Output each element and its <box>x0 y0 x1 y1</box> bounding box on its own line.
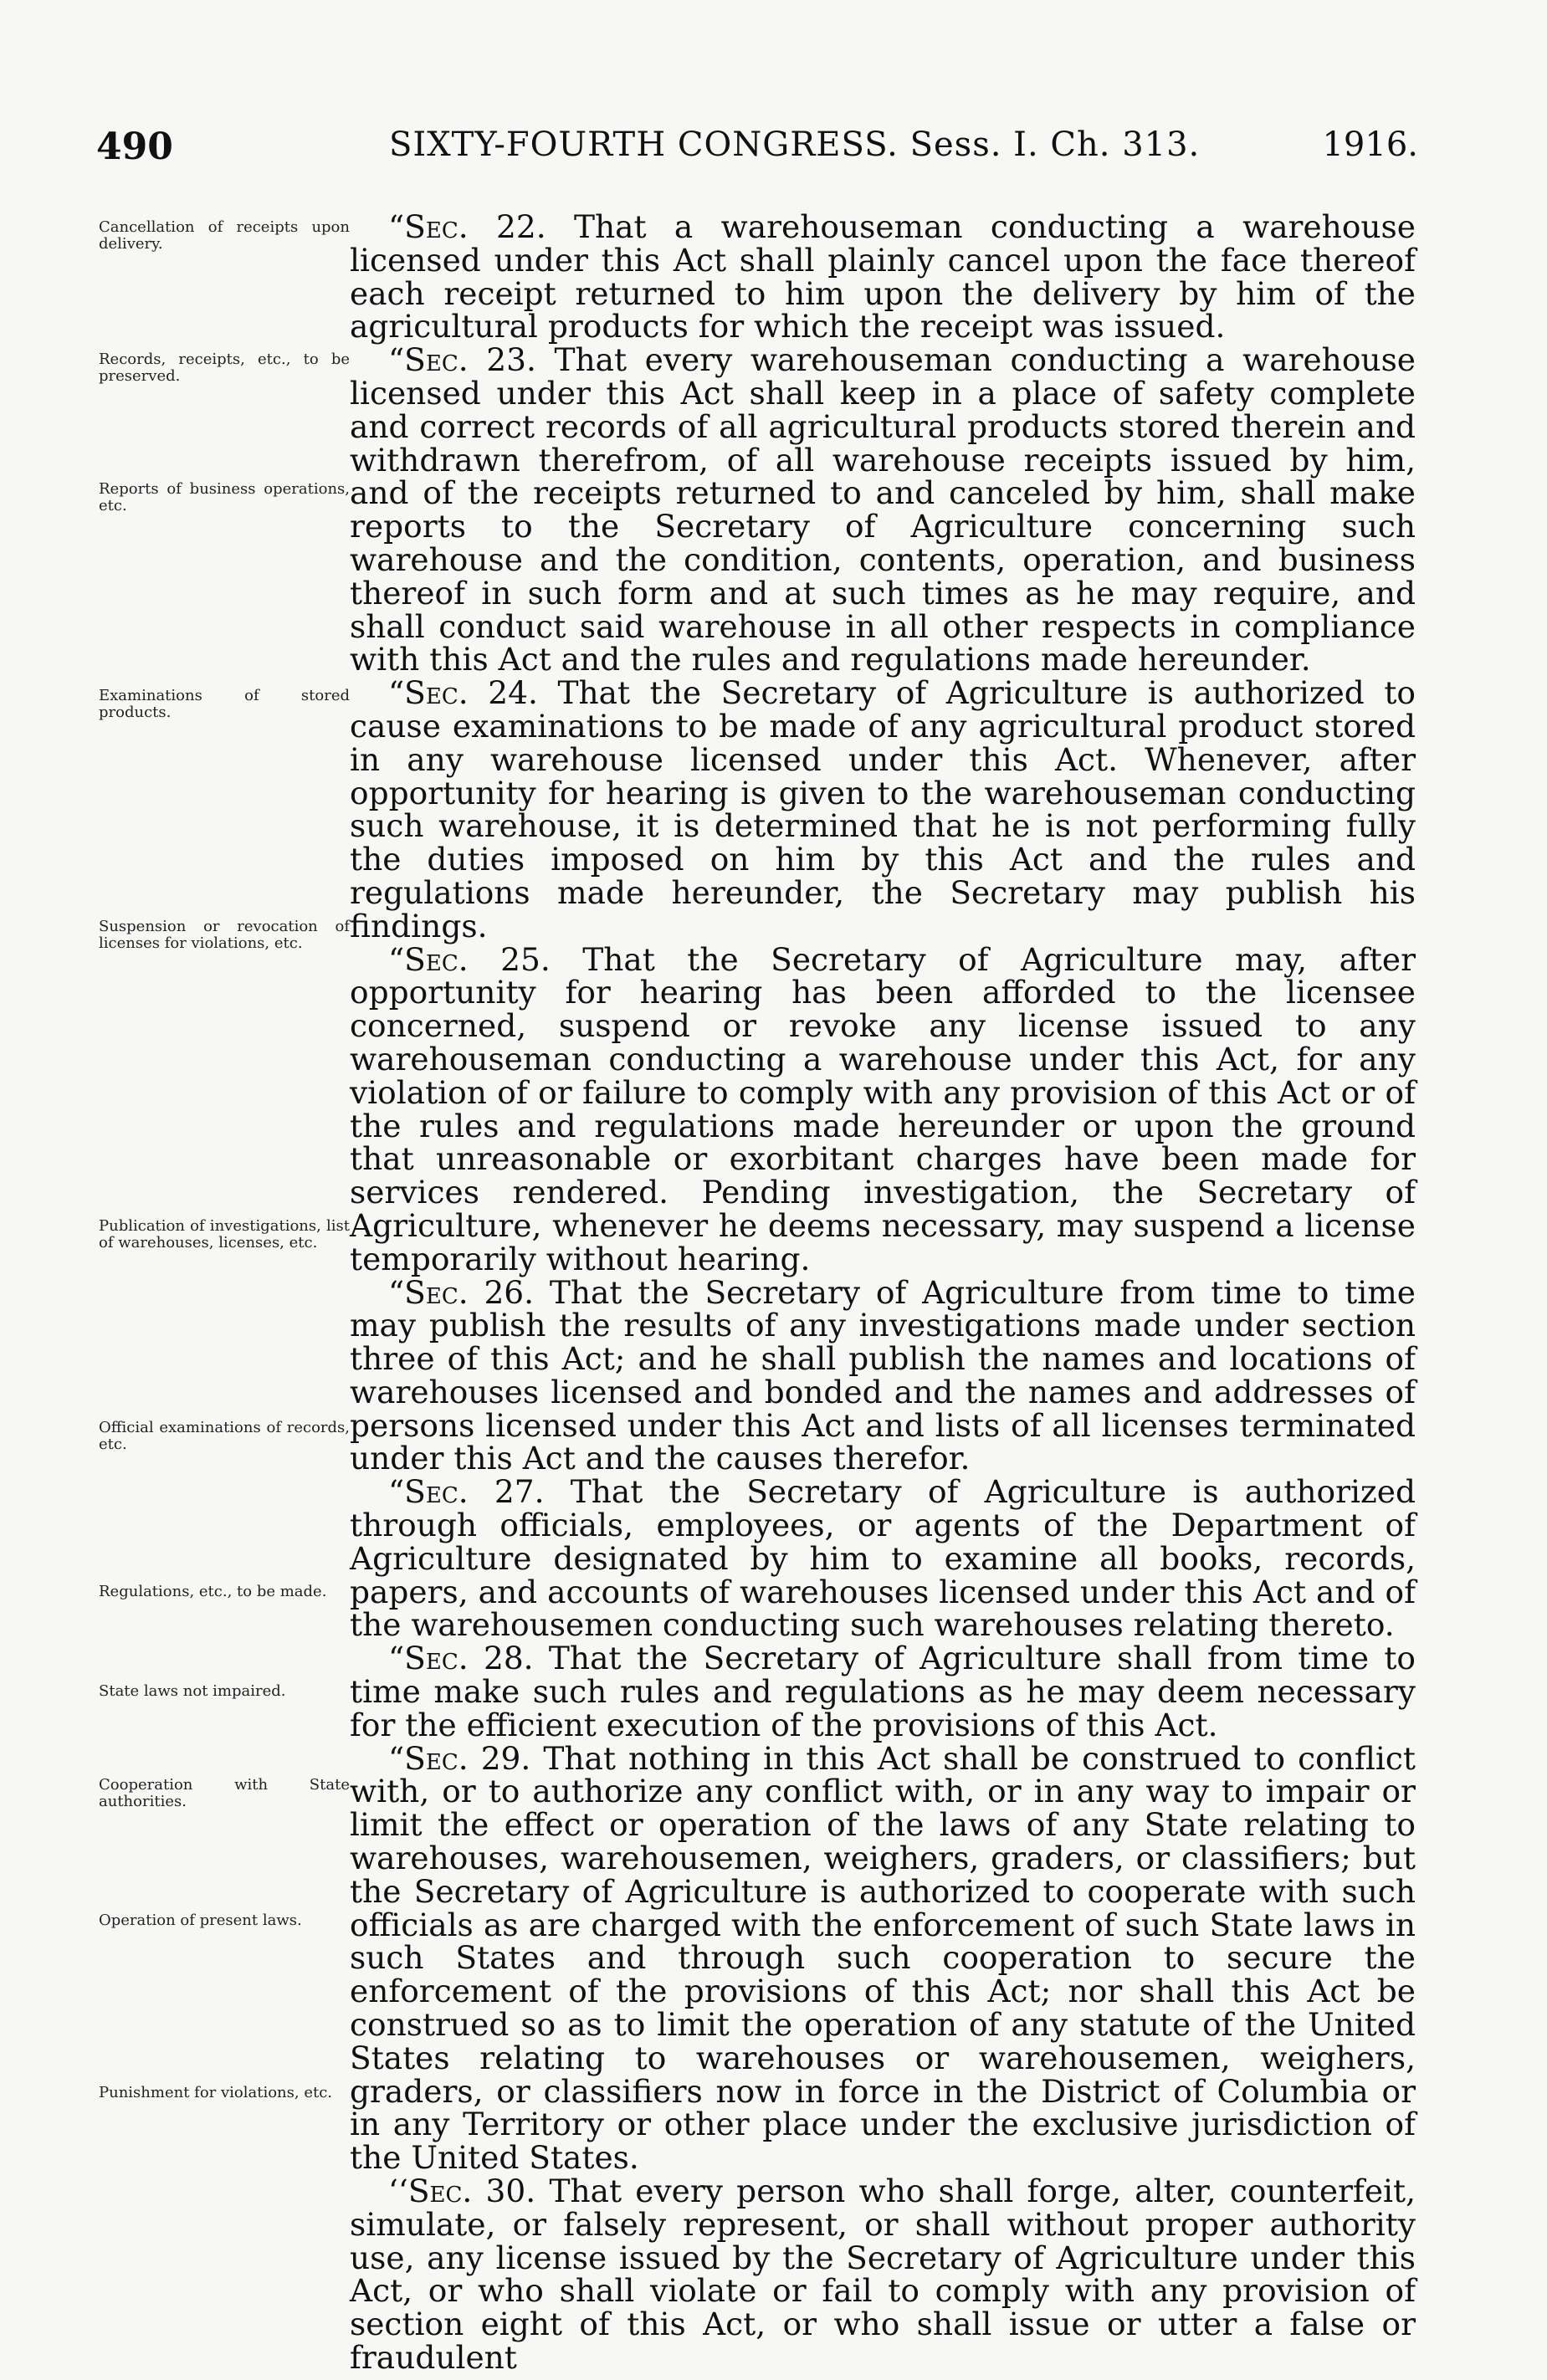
year: 1916. <box>1322 125 1418 164</box>
margin-note: Examinations of stored products. <box>99 687 350 721</box>
section-25 <box>350 940 1416 1277</box>
section-26 <box>350 1273 1416 1477</box>
section-text: That nothing in this Act shall be construed to conflict with, or to authorize any conflict with, or in any way to impair or limit the effect or operation of the laws of any State relating to warehouses, warehousemen, weighers, graders, or classifiers; but the Secretary of Agriculture is authorized to cooperate with such officials as are charged with the enforcement of such State laws in such States and through such cooperation to secure the enforcement of the provisions of this Act; nor shall this Act be construed so as to limit the operation of any statute of the United States relating to warehouses or warehousemen, weighers, graders, or classifiers now in force in the District of Columbia or in any Territory or other place under the exclusive jurisdiction of the United States. <box>350 1739 1416 2177</box>
section-number: “Sec. 24. <box>388 674 538 712</box>
section-24 <box>350 674 1416 944</box>
margin-note: Records, receipts, etc., to be preserved. <box>99 351 350 385</box>
margin-note: Publication of investigations, list of warehouses, licenses, etc. <box>99 1217 350 1251</box>
section-text: That every person who shall forge, alter, counterfeit, simulate, or falsely represent, or shall without proper authority use, any license issued by the Secretary of Agriculture under this Act, or who shall violate or fail to comply with any provision of section eight of this Act, or who shall issue or utter a false or fraudulent <box>350 2173 1416 2376</box>
section-22 <box>350 208 1416 345</box>
margin-note: Cooperation with State authorities. <box>99 1776 350 1810</box>
section-number: “Sec. 23. <box>388 341 536 379</box>
section-number: “Sec. 28. <box>388 1640 534 1677</box>
margin-note: Punishment for violations, etc. <box>99 2084 333 2101</box>
section-text: That a warehouseman conducting a warehouse licensed under this Act shall plainly cancel upon the face thereof each receipt returned to him upon the delivery by him of the agricultural products for which the receipt was issued. <box>350 208 1416 345</box>
section-text: That the Secretary of Agriculture from time to time may publish the results of any investigations made under section three of this Act; and he shall publish the names and locations of warehouses licensed and bonded and the names and addresses of persons licensed under this Act and lists of all licenses terminated under this Act and the causes therefor. <box>350 1273 1416 1477</box>
margin-note: Regulations, etc., to be made. <box>99 1583 327 1600</box>
section-text: That every warehouseman conducting a warehouse licensed under this Act shall keep in a place of safety complete and correct records of all agricultural products stored therein and withdrawn therefrom, of all warehouse receipts issued by him, and of the receipts returned to and canceled by him, shall make reports to the Secretary of Agriculture concerning such warehouse and the condition, contents, operation, and business thereof in such form and at such times as he may require, and shall conduct said warehouse in all other respects in compliance with this Act and the rules and regulations made hereunder. <box>350 341 1416 678</box>
section-number: ‘‘Sec. 30. <box>388 2173 536 2210</box>
statute-text <box>350 208 1416 2376</box>
section-number: “Sec. 29. <box>388 1739 531 1777</box>
running-head: SIXTY-FOURTH CONGRESS. Sess. I. Ch. 313. <box>389 125 1201 164</box>
margin-note: Cancellation of receipts upon delivery. <box>99 218 350 253</box>
section-text: That the Secretary of Agriculture shall from time to time make such rules and regulations as he may deem necessary for the efficient execution of the provisions of this Act. <box>350 1640 1416 1743</box>
page-header <box>96 125 1418 184</box>
section-29 <box>350 1739 1416 2177</box>
margin-note: Operation of present laws. <box>99 1912 302 1929</box>
margin-note: Suspension or revocation of licenses for violations, etc. <box>99 918 350 952</box>
section-number: “Sec. 26. <box>388 1273 535 1311</box>
section-text: That the Secretary of Agriculture may, after opportunity for hearing has been afforded to the licensee concerned, suspend or revoke any license issued to any warehouseman conducting a warehouse under this Act, for any violation of or failure to comply with any provision of this Act or of the rules and regulations made hereunder or upon the ground that unreasonable or exorbitant charges have been made for services rendered. Pending investigation, the Secretary of Agriculture, whenever he deems necessary, may suspend a license temporarily without hearing. <box>350 940 1416 1277</box>
section-text: That the Secretary of Agriculture is authorized to cause examinations to be made of any agricultural product stored in any warehouse licensed under this Act. Whenever, after opportunity for hearing is given to the warehouseman conducting such warehouse, it is determined that he is not performing fully the duties imposed on him by this Act and the rules and regulations made hereunder, the Secretary may publish his findings. <box>350 674 1416 944</box>
page-number: 490 <box>96 125 173 168</box>
section-30 <box>350 2175 1416 2375</box>
margin-note: Reports of business operations, etc. <box>99 480 350 514</box>
section-text: That the Secretary of Agriculture is authorized through officials, employees, or agents of the Department of Agriculture designated by him to examine all books, records, papers, and accounts of warehouses licensed under this Act and of the warehousemen conducting such warehouses relating thereto. <box>350 1473 1416 1644</box>
section-27 <box>350 1473 1416 1644</box>
margin-note: Official examinations of records, etc. <box>99 1419 350 1453</box>
margin-note: State laws not impaired. <box>99 1682 286 1700</box>
section-23 <box>350 341 1416 678</box>
section-28 <box>350 1642 1416 1742</box>
section-number: “Sec. 27. <box>388 1473 545 1511</box>
section-number: “Sec. 22. <box>388 208 546 245</box>
section-number: “Sec. 25. <box>388 940 551 978</box>
